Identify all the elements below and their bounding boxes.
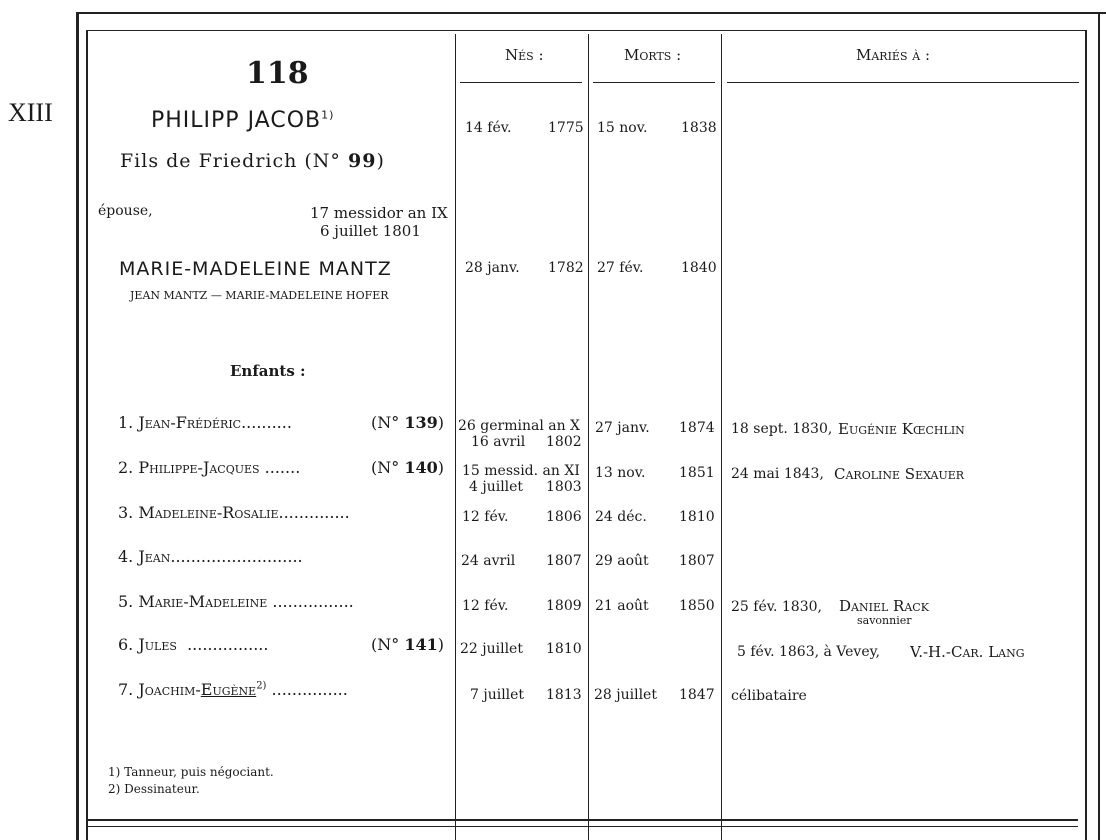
born-line-1: 26 germinal an X (458, 418, 581, 434)
married-date: 24 mai 1843, (731, 466, 824, 482)
footnote-ref-2: 2) (256, 680, 267, 692)
married-date: 25 fév. 1830, (731, 599, 822, 615)
marriage-date-1: 17 messidor an IX (310, 204, 448, 222)
mother-died-year: 1840 (681, 260, 717, 276)
father-name-text: PHILIPP JACOB (151, 108, 322, 133)
mother-name: MARIE-MADELEINE MANTZ (119, 258, 392, 280)
married-name: V.-H.-Car. Lang (910, 643, 1025, 661)
child-label: 4. Jean (118, 547, 171, 566)
child-ref-prefix: (N° (371, 413, 400, 432)
child-label-underlined: Eugène (200, 680, 257, 699)
dot-leader: ............... (271, 680, 348, 699)
father-died-year: 1838 (681, 120, 717, 136)
children-label: Enfants : (230, 362, 306, 380)
dot-leader: .............. (278, 503, 350, 522)
filiation-text: Fils de Friedrich (N° (120, 150, 341, 172)
child-name (118, 413, 292, 432)
child-ref (371, 458, 444, 477)
married-date: célibataire (731, 688, 807, 704)
died-day: 13 nov. (595, 465, 646, 481)
born-year: 1813 (546, 687, 582, 703)
born-line-2b: 1802 (546, 434, 582, 450)
died-day: 28 juillet (594, 687, 657, 703)
born-line-2a: 4 juillet (469, 479, 524, 495)
child-label: 7. Joachim- (118, 680, 201, 699)
header-morts: Morts : (624, 46, 682, 64)
child-ref-close: ) (437, 458, 444, 477)
child-label: 1. Jean-Frédéric (118, 413, 242, 432)
born-year: 1809 (546, 598, 582, 614)
child-label: 6. Jules (118, 635, 177, 654)
filiation-number: 99 (347, 150, 377, 172)
mother-parents: JEAN MANTZ — MARIE-MADELEINE HOFER (130, 289, 389, 302)
died-day: 29 août (595, 553, 649, 569)
dot-leader: ................ (272, 592, 354, 611)
died-day: 27 janv. (595, 420, 650, 436)
child-name (118, 503, 350, 522)
married-date: 5 fév. 1863, à Vevey, (737, 644, 881, 660)
mother-born-day: 28 janv. (465, 260, 520, 276)
born-year: 1807 (546, 553, 582, 569)
dot-leader: ................ (187, 635, 269, 654)
child-label: 5. Marie-Madeleine (118, 592, 268, 611)
child-name (118, 680, 348, 699)
died-year: 1847 (679, 687, 715, 703)
died-year: 1874 (679, 420, 715, 436)
child-ref-close: ) (437, 635, 444, 654)
married-name: Caroline Sexauer (834, 465, 965, 483)
child-name (118, 592, 354, 611)
filiation-close: ) (376, 150, 385, 172)
married-occupation: savonnier (857, 614, 912, 627)
child-ref-prefix: (N° (371, 458, 400, 477)
born-day: 12 fév. (462, 598, 509, 614)
child-ref-number: 141 (404, 635, 438, 654)
father-name (151, 108, 334, 133)
born-day: 24 avril (461, 553, 516, 569)
child-ref-number: 139 (404, 413, 438, 432)
child-label: 2. Philippe-Jacques (118, 458, 260, 477)
child-ref-number: 140 (404, 458, 438, 477)
born-day: 7 juillet (470, 687, 525, 703)
father-born-year: 1775 (548, 120, 584, 136)
child-ref (371, 635, 444, 654)
born-year: 1810 (546, 641, 582, 657)
child-ref-close: ) (437, 413, 444, 432)
child-name (118, 635, 268, 654)
born-year: 1806 (546, 509, 582, 525)
born-line-2b: 1803 (546, 479, 582, 495)
died-year: 1850 (679, 598, 715, 614)
child-name (118, 458, 300, 477)
child-label: 3. Madeleine-Rosalie (118, 503, 279, 522)
entry-number: 118 (246, 56, 309, 91)
footnote-2: 2) Dessinateur. (108, 782, 200, 796)
born-line-1: 15 messid. an XI (462, 463, 580, 479)
father-died-day: 15 nov. (597, 120, 648, 136)
died-year: 1851 (679, 465, 715, 481)
father-born-day: 14 fév. (465, 120, 512, 136)
born-day: 22 juillet (460, 641, 523, 657)
dot-leader: .......... (241, 413, 292, 432)
died-day: 24 déc. (595, 509, 647, 525)
marriage-date-2: 6 juillet 1801 (320, 222, 421, 240)
married-name: Daniel Rack (839, 597, 929, 615)
marriage-label: épouse, (98, 203, 153, 219)
footnote-ref-1: 1) (321, 108, 335, 122)
dot-leader: ....... (264, 458, 301, 477)
married-date: 18 sept. 1830, (731, 421, 833, 437)
footnote-1: 1) Tanneur, puis négociant. (108, 765, 274, 779)
married-name: Eugénie Kœchlin (838, 420, 965, 438)
child-ref (371, 413, 444, 432)
child-name (118, 547, 303, 566)
died-year: 1810 (679, 509, 715, 525)
father-filiation (120, 150, 385, 172)
born-line-2a: 16 avril (471, 434, 526, 450)
header-maries: Mariés à : (856, 46, 931, 64)
header-nes: Nés : (505, 46, 544, 64)
mother-born-year: 1782 (548, 260, 584, 276)
died-year: 1807 (679, 553, 715, 569)
dot-leader: .......................... (170, 547, 303, 566)
mother-died-day: 27 fév. (597, 260, 644, 276)
side-label: XIII (8, 98, 53, 127)
died-day: 21 août (595, 598, 649, 614)
child-ref-prefix: (N° (371, 635, 400, 654)
born-day: 12 fév. (462, 509, 509, 525)
